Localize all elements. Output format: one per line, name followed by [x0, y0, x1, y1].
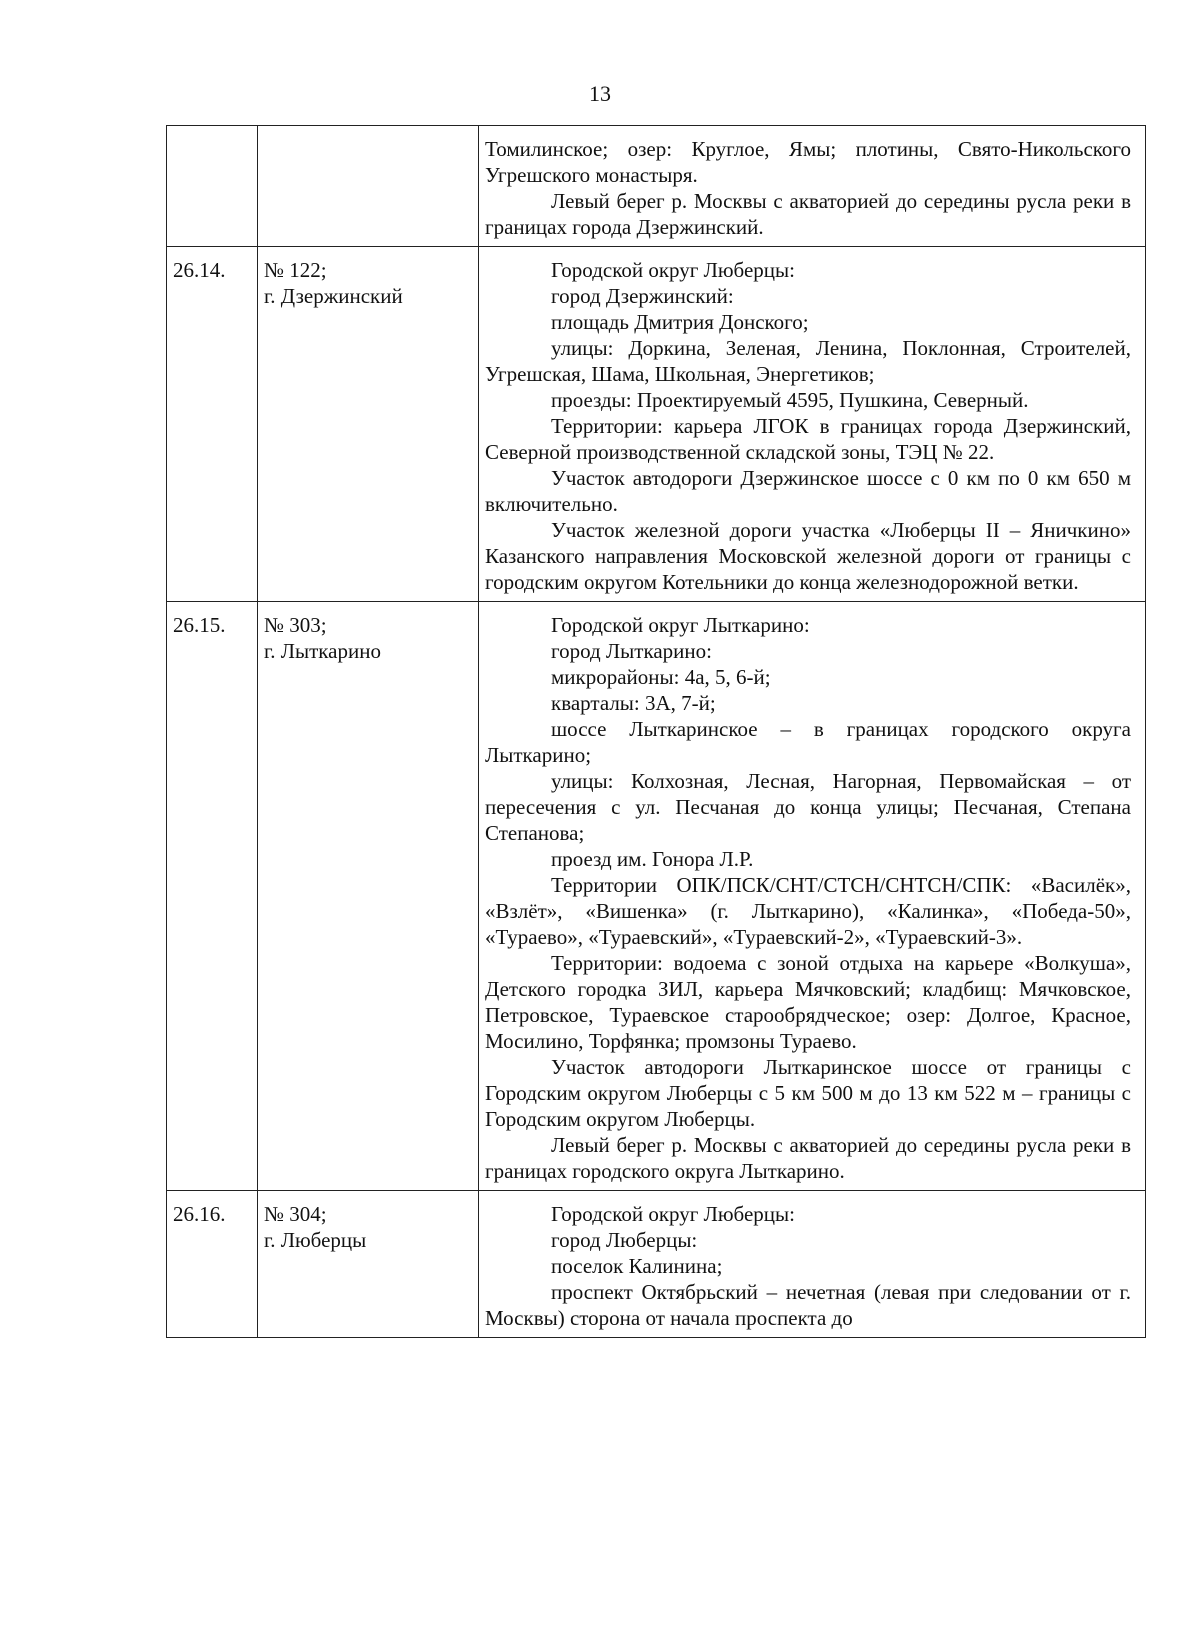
district-line: г. Люберцы [264, 1228, 367, 1252]
description-paragraph: Территории: карьера ЛГОК в границах города Дзержинский, Северной производственной складской зоны, ТЭЦ № 22. [485, 414, 1131, 464]
row-number-cell [167, 602, 258, 1191]
description-paragraph: поселок Калинина; [551, 1254, 723, 1278]
description-paragraph: город Дзержинский: [551, 284, 734, 308]
description-paragraph: Территории ОПК/ПСК/СНТ/СТСН/СНТСН/СПК: «Василёк», «Взлёт», «Вишенка» (г. Лыткарино), «Калинка», «Победа-50», «Тураево», «Тураевский», «Тураевский-2», «Тураевский-3». [485, 873, 1131, 949]
district-line: № 122; [264, 258, 327, 282]
row-number: 26.16. [173, 1202, 226, 1226]
description-paragraph: город Люберцы: [551, 1228, 698, 1252]
description-cell [479, 602, 1146, 1191]
description-paragraph: Городской округ Люберцы: [551, 1202, 795, 1226]
description-paragraph: кварталы: 3А, 7-й; [551, 691, 716, 715]
description-paragraph: улицы: Доркина, Зеленая, Ленина, Поклонная, Строителей, Угрешская, Шама, Школьная, Энергетиков; [485, 336, 1131, 386]
description-paragraph: микрорайоны: 4а, 5, 6-й; [551, 665, 771, 689]
row-number-cell [167, 247, 258, 602]
district-line: г. Лыткарино [264, 639, 381, 663]
district-cell [258, 247, 479, 602]
description-cell [479, 126, 1146, 247]
table-row [167, 1191, 1146, 1338]
district-cell [258, 1191, 479, 1338]
description-cell [479, 247, 1146, 602]
description-paragraph: Левый берег р. Москвы с акваторией до середины русла реки в границах города Дзержинский. [485, 189, 1131, 239]
district-cell [258, 602, 479, 1191]
table-row [167, 602, 1146, 1191]
district-cell [258, 126, 479, 247]
page-number: 13 [589, 81, 611, 106]
description-paragraph: проспект Октябрьский – нечетная (левая при следовании от г. Москвы) сторона от начала проспекта до [485, 1280, 1131, 1330]
description-paragraph: Участок автодороги Дзержинское шоссе с 0 км по 0 км 650 м включительно. [485, 466, 1131, 516]
description-paragraph: Участок автодороги Лыткаринское шоссе от границы с Городским округом Люберцы с 5 км 500 м до 13 км 522 м – границы с Городским округом Люберцы. [485, 1055, 1131, 1131]
table-row [167, 126, 1146, 247]
description-paragraph: шоссе Лыткаринское – в границах городского округа Лыткарино; [485, 717, 1131, 767]
description-paragraph: Городской округ Люберцы: [551, 258, 795, 282]
table-row [167, 247, 1146, 602]
description-paragraph: Томилинское; озер: Круглое, Ямы; плотины, Свято-Никольского Угрешского монастыря. [485, 137, 1131, 187]
district-table [166, 125, 1146, 1338]
description-paragraph: проезд им. Гонора Л.Р. [551, 847, 754, 871]
row-number-cell [167, 126, 258, 247]
description-paragraph: Участок железной дороги участка «Люберцы II – Яничкино» Казанского направления Московской железной дороги от границы с городским округом Котельники до конца железнодорожной ветки. [485, 518, 1131, 594]
description-paragraph: площадь Дмитрия Донского; [551, 310, 809, 334]
table-body [167, 126, 1146, 1338]
description-paragraph: Территории: водоема с зоной отдыха на карьере «Волкуша», Детского городка ЗИЛ, карьера Мячковский; кладбищ: Мячковское, Петровское, Тураевское старообрядческое; озер: Долгое, Красное, Мосилино, Торфянка; промзоны Тураево. [485, 951, 1131, 1053]
district-line: г. Дзержинский [264, 284, 403, 308]
row-number: 26.15. [173, 613, 226, 637]
row-number-cell [167, 1191, 258, 1338]
district-line: № 304; [264, 1202, 327, 1226]
description-paragraph: Левый берег р. Москвы с акваторией до середины русла реки в границах городского округа Лыткарино. [485, 1133, 1131, 1183]
description-paragraph: проезды: Проектируемый 4595, Пушкина, Северный. [551, 388, 1029, 412]
description-paragraph: Городской округ Лыткарино: [551, 613, 810, 637]
description-paragraph: город Лыткарино: [551, 639, 712, 663]
description-cell [479, 1191, 1146, 1338]
district-line: № 303; [264, 613, 327, 637]
description-paragraph: улицы: Колхозная, Лесная, Нагорная, Первомайская – от пересечения с ул. Песчаная до конца улицы; Песчаная, Степана Степанова; [485, 769, 1131, 845]
row-number: 26.14. [173, 258, 226, 282]
